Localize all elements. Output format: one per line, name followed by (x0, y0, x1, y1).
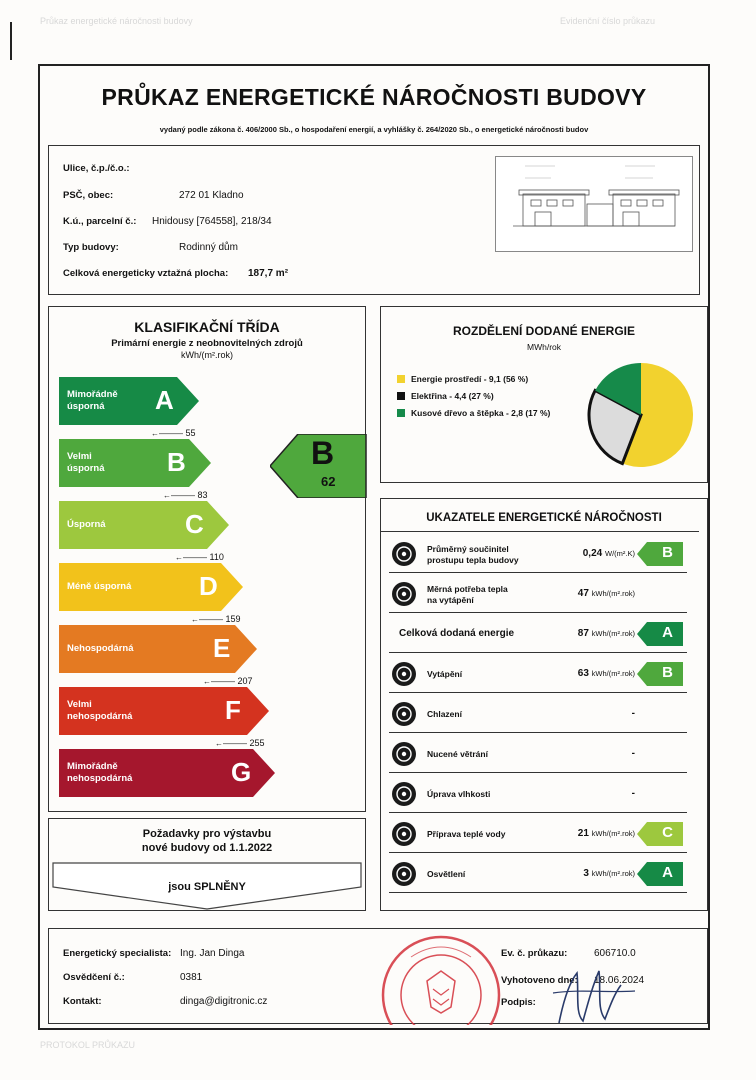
ku-value: Hnidousy [764558], 218/34 (152, 216, 272, 227)
indicator-unit: kWh/(m².rok) (591, 589, 635, 598)
classification-title: KLASIFIKAČNÍ TŘÍDA (134, 319, 280, 335)
indicator-label-line1: Chlazení (427, 709, 462, 719)
threshold-value: 159 (225, 614, 241, 624)
band-letter-e: E (213, 633, 231, 663)
energy-split-title: ROZDĚLENÍ DODANÉ ENERGIE (452, 324, 635, 338)
indicator-row-hot-water (389, 816, 687, 853)
band-label-line2: úsporná (67, 463, 105, 474)
indicator-label (427, 749, 488, 760)
indicator-class-letter: B (662, 664, 673, 681)
energy-band-f (59, 687, 271, 735)
specialist-label: Energetický specialista: (63, 948, 172, 959)
contact-label: Kontakt: (63, 996, 102, 1007)
indicator-value (632, 748, 635, 759)
indicator-label (427, 869, 465, 880)
indicator-number: 0,24 (582, 548, 603, 559)
band-label-e (67, 643, 134, 655)
indicator-row-heat-transfer (389, 536, 687, 573)
indicators-table (381, 531, 699, 905)
classification-unit: kWh/(m².rok) (181, 350, 233, 360)
house-icon (391, 541, 417, 567)
band-threshold-b: ←——— 83 (163, 490, 208, 500)
band-threshold-d: ←——— 159 (191, 614, 241, 624)
band-label-line1: Úsporná (67, 519, 106, 530)
contact-value: dinga@digitronic.cz (180, 996, 268, 1007)
area-label: Celková energeticky vztažná plocha: (63, 268, 229, 279)
psc-label: PSČ, obec: (63, 190, 114, 201)
psc-value: 272 01 Kladno (179, 190, 244, 201)
band-label-line1: Méně úsporná (67, 581, 132, 592)
specialist-value: Ing. Jan Dinga (180, 948, 245, 959)
classification-subtitle: Primární energie z neobnovitelných zdrojů (111, 338, 303, 349)
energy-band-b (59, 439, 213, 487)
band-threshold-f: ←——— 255 (215, 738, 265, 748)
energy-band-d (59, 563, 245, 611)
indicator-row-heat-demand (389, 576, 687, 613)
band-label-line2: úsporná (67, 401, 105, 412)
building-drawing (495, 156, 693, 252)
indicator-label-line1: Průměrný součinitel (427, 544, 509, 554)
indicator-unit: kWh/(m².rok) (591, 629, 635, 638)
document-subtitle: vydaný podle zákona č. 406/2000 Sb., o hospodaření energií, a vyhlášky č. 264/2020 Sb., o energetické náročnosti budov (159, 125, 589, 134)
legend-environment: Energie prostředí - 9,1 (56 %) (411, 374, 529, 384)
indicator-value (632, 708, 635, 719)
legend-electricity: Elektřina - 4,4 (27 %) (411, 391, 494, 401)
legend-swatch-wood (397, 409, 405, 417)
indicator-value (583, 548, 635, 559)
band-label-a (67, 389, 118, 413)
threshold-value: 55 (185, 428, 196, 438)
indicator-row-humidity (389, 776, 687, 813)
indicator-class-letter: B (662, 544, 673, 561)
indicator-label-line1: Úprava vlhkosti (427, 789, 491, 799)
band-threshold-c: ←——— 110 (175, 552, 224, 562)
indicator-number: 63 (577, 668, 589, 679)
indicator-row-total-energy (389, 616, 687, 653)
indicator-label (427, 544, 519, 566)
legend-swatch-electricity (397, 392, 405, 400)
indicator-label-line1: Měrná potřeba tepla (427, 584, 508, 594)
building-info-box (48, 145, 700, 295)
band-label-d (67, 581, 131, 593)
area-value: 187,7 m² (248, 268, 289, 279)
band-label-c (67, 519, 106, 531)
band-label-f (67, 699, 132, 723)
requirements-result: jsou SPLNĚNY (168, 881, 246, 893)
indicator-number: - (631, 788, 635, 799)
indicator-label-line1: Příprava teplé vody (427, 829, 506, 839)
legend-swatch-environment (397, 375, 405, 383)
band-letter-c: C (185, 509, 204, 539)
indicator-value (632, 788, 635, 799)
energy-band-a (59, 377, 201, 425)
indicators-box (380, 498, 708, 911)
indicator-number: 21 (577, 828, 589, 839)
band-label-line1: Mimořádně (67, 389, 118, 400)
threshold-value: 207 (237, 676, 253, 686)
issued-label: Vyhotoveno dne: (501, 975, 578, 986)
ku-label: K.ú., parcelní č.: (63, 216, 137, 227)
bulb-icon (391, 861, 417, 887)
band-label-line1: Velmi (67, 699, 92, 710)
indicator-label-line1: Nucené větrání (427, 749, 488, 759)
band-label-line1: Nehospodárná (67, 643, 134, 654)
issued-value: 18.06.2024 (594, 975, 645, 986)
indicator-unit: kWh/(m².rok) (591, 829, 635, 838)
indicator-row-heating (389, 656, 687, 693)
margin-mark (10, 22, 12, 60)
legend-wood: Kusové dřevo a štěpka - 2,8 (17 %) (411, 408, 551, 418)
energy-band-g (59, 749, 277, 797)
certificate-no-value: 0381 (180, 972, 203, 983)
energy-split-box (380, 306, 708, 483)
thermo-icon (391, 661, 417, 687)
indicator-unit: W/(m².K) (605, 549, 635, 558)
band-letter-b: B (167, 447, 186, 477)
document-title: PRŮKAZ ENERGETICKÉ NÁROČNOSTI BUDOVY (101, 84, 647, 110)
faint-header-left: Průkaz energetické náročnosti budovy (40, 16, 193, 26)
band-letter-a: A (155, 385, 174, 415)
drop-icon (391, 781, 417, 807)
indicator-class-arrow (637, 662, 683, 686)
indicator-row-lighting (389, 856, 687, 893)
signature-label: Podpis: (501, 997, 536, 1008)
indicator-label (427, 789, 490, 800)
indicator-class-arrow (637, 862, 683, 886)
indicator-row-ventilation (389, 736, 687, 773)
indicator-value (578, 588, 635, 599)
threshold-value: 110 (209, 552, 224, 562)
snow-icon (391, 701, 417, 727)
tap-icon (391, 821, 417, 847)
faint-footer: PROTOKOL PRŮKAZU (40, 1040, 136, 1050)
band-label-b (67, 451, 104, 475)
indicator-value (578, 668, 635, 679)
threshold-value: 83 (197, 490, 208, 500)
ev-number-label: Ev. č. průkazu: (501, 948, 568, 959)
certificate-frame (38, 64, 710, 1030)
energy-pie-chart (585, 359, 697, 471)
certificate-no-label: Osvědčení č.: (63, 972, 125, 983)
band-label-line2: nehospodárná (67, 773, 133, 784)
energy-band-c (59, 501, 231, 549)
indicator-class-arrow (637, 542, 683, 566)
faint-header-right: Evidenční číslo průkazu (560, 16, 656, 26)
indicator-number: - (631, 708, 635, 719)
signature (549, 963, 639, 1025)
indicator-number: - (631, 748, 635, 759)
indicator-class-letter: A (662, 624, 673, 641)
indicator-label-line1: Osvětlení (427, 869, 466, 879)
indicator-number: 3 (583, 868, 589, 879)
band-letter-f: F (225, 695, 241, 725)
indicator-label (427, 669, 462, 680)
band-letter-g: G (231, 757, 252, 787)
energy-split-unit: MWh/rok (527, 342, 561, 352)
band-label-g (67, 761, 132, 785)
requirements-box (48, 818, 366, 911)
footer-box (48, 928, 708, 1024)
building-type-value: Rodinný dům (179, 242, 238, 253)
indicator-value (578, 628, 635, 639)
indicator-value (578, 828, 635, 839)
indicator-label-line2: na vytápění (427, 595, 474, 605)
band-label-line2: nehospodárná (67, 711, 133, 722)
requirements-line1: Požadavky pro výstavbu (142, 828, 272, 840)
radiator-icon (391, 581, 417, 607)
indicator-label (427, 709, 462, 720)
threshold-value: 255 (249, 738, 265, 748)
indicator-number: 87 (577, 628, 589, 639)
result-class-letter: B (311, 435, 335, 471)
band-label-line1: Velmi (67, 451, 92, 462)
band-threshold-e: ←——— 207 (203, 676, 253, 686)
indicator-label-line1: Vytápění (427, 669, 463, 679)
indicator-label-line2: prostupu tepla budovy (427, 555, 519, 565)
indicator-class-arrow (637, 622, 683, 646)
band-threshold-a: ←——— 55 (151, 428, 196, 438)
indicator-unit: kWh/(m².rok) (591, 869, 635, 878)
official-stamp (371, 933, 511, 1025)
indicator-class-arrow (637, 822, 683, 846)
requirements-line2: nové budovy od 1.1.2022 (141, 842, 273, 854)
result-class-value: 62 (321, 474, 336, 489)
indicator-class-letter: A (662, 864, 673, 881)
classification-box (48, 306, 366, 812)
indicator-label: Celková dodaná energie (399, 628, 515, 639)
building-type-label: Typ budovy: (63, 242, 119, 253)
fan-icon (391, 741, 417, 767)
indicator-value (583, 868, 635, 879)
indicator-label (427, 584, 508, 606)
band-letter-d: D (199, 571, 218, 601)
indicator-class-letter: C (662, 824, 673, 841)
indicator-label (427, 829, 505, 840)
indicators-title: UKAZATELE ENERGETICKÉ NÁROČNOSTI (426, 512, 662, 524)
band-label-line1: Mimořádně (67, 761, 118, 772)
indicator-number: 47 (577, 588, 589, 599)
indicator-row-cooling (389, 696, 687, 733)
energy-band-e (59, 625, 259, 673)
indicator-unit: kWh/(m².rok) (591, 669, 635, 678)
street-label: Ulice, č.p./č.o.: (63, 163, 130, 174)
ev-number-value: 606710.0 (594, 948, 636, 959)
